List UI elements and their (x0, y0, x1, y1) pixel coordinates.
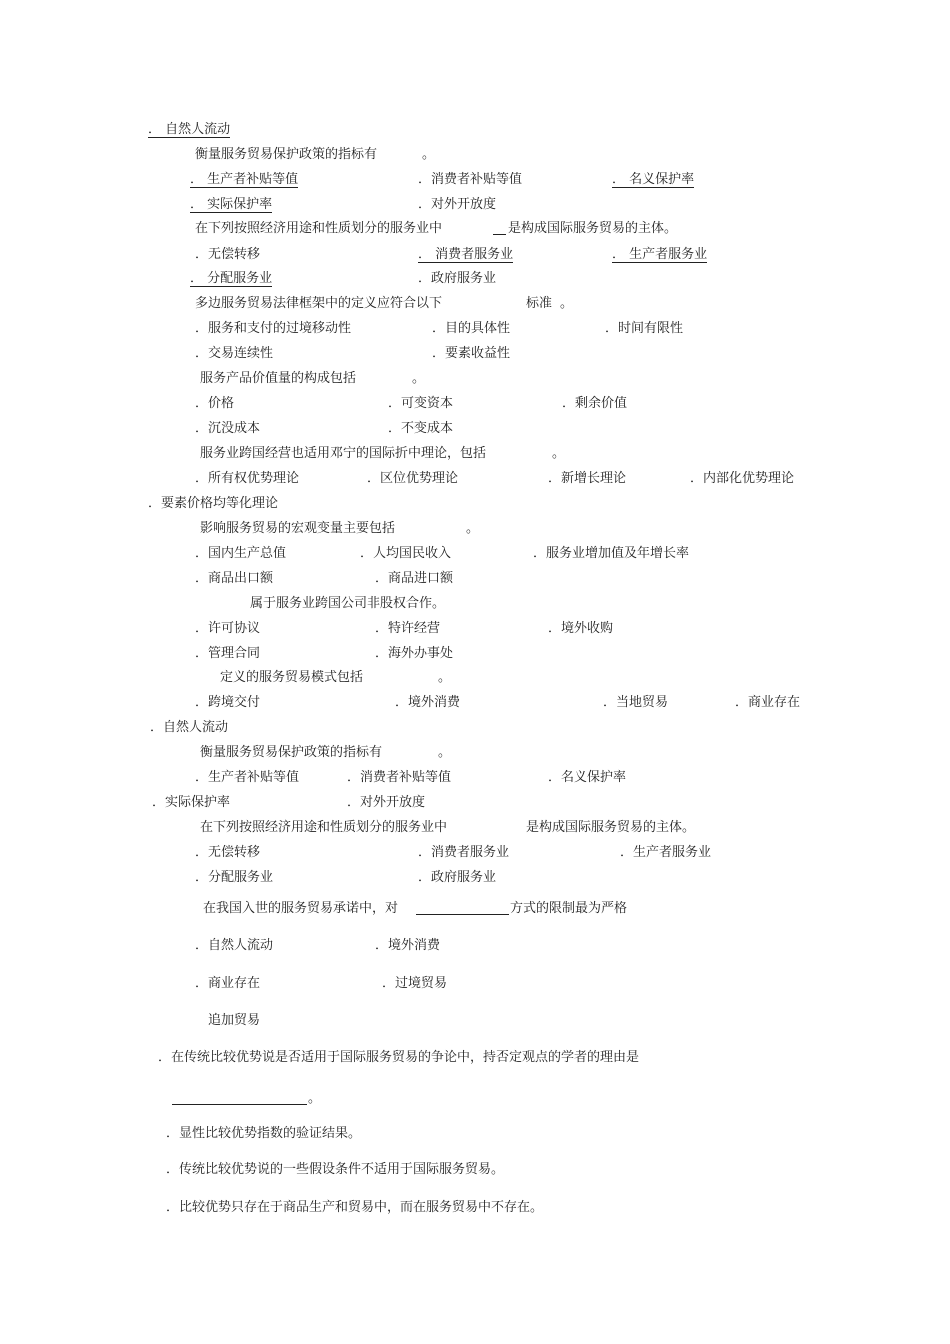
text-line: ．分配服务业 (195, 870, 274, 885)
text-line: ． 实际保护率 (190, 197, 273, 212)
text-line: ．无偿转移 (195, 247, 261, 262)
text-line: 。 (438, 745, 452, 760)
text-line: ．所有权优势理论 (195, 471, 300, 486)
text-line: ．商业存在 (195, 976, 261, 991)
text-line: ．不变成本 (388, 421, 454, 436)
text-line: ．人均国民收入 (360, 546, 452, 561)
text-line: 追加贸易 (208, 1013, 261, 1028)
text-line: ．实际保护率 (152, 795, 231, 810)
text-line: ．许可协议 (195, 621, 261, 636)
text-line: ．目的具体性 (432, 321, 511, 336)
text-line: ．时间有限性 (605, 321, 684, 336)
answer-blank (416, 903, 509, 915)
text-line: 衡量服务贸易保护政策的指标有 (195, 147, 378, 162)
text-line: 标准 (526, 296, 553, 311)
text-line: 服务业跨国经营也适用邓宁的国际折中理论，包括 (200, 446, 487, 461)
text-line: ．海外办事处 (375, 646, 454, 661)
text-line: ．商品进口额 (375, 571, 454, 586)
text-line: 定义的服务贸易模式包括 (220, 670, 364, 685)
text-line: 属于服务业跨国公司非股权合作。 (250, 596, 446, 611)
text-line: ．管理合同 (195, 646, 261, 661)
text-line: 。 (552, 446, 566, 461)
text-line: ．消费者补贴等值 (347, 770, 452, 785)
text-line: 。 (438, 670, 452, 685)
text-line: ．名义保护率 (548, 770, 627, 785)
text-line: ．内部化优势理论 (690, 471, 795, 486)
text-line: ．政府服务业 (418, 870, 497, 885)
text-line: ．对外开放度 (347, 795, 426, 810)
text-line: 衡量服务贸易保护政策的指标有 (200, 745, 383, 760)
text-line: ．生产者服务业 (620, 845, 712, 860)
text-line: ．特许经营 (375, 621, 441, 636)
text-line: ．剩余价值 (562, 396, 628, 411)
text-line: ．当地贸易 (603, 695, 669, 710)
text-line: ．无偿转移 (195, 845, 261, 860)
text-line: ．要素收益性 (432, 346, 511, 361)
text-line: ．跨境交付 (195, 695, 261, 710)
text-line: 是构成国际服务贸易的主体。 (526, 820, 696, 835)
text-line: ． 分配服务业 (190, 271, 273, 286)
text-line: 是构成国际服务贸易的主体。 (508, 221, 678, 236)
text-line: ．境外消费 (395, 695, 461, 710)
text-line: 多边服务贸易法律框架中的定义应符合以下 (195, 296, 443, 311)
text-line: ．沉没成本 (195, 421, 261, 436)
text-line: ．在传统比较优势说是否适用于国际服务贸易的争论中，持否定观点的学者的理由是 (158, 1050, 640, 1065)
text-line: 。 (560, 296, 574, 311)
text-line: ．可变资本 (388, 396, 454, 411)
text-line: 。 (466, 521, 480, 536)
text-line: ．国内生产总值 (195, 546, 287, 561)
text-line: ．对外开放度 (418, 197, 497, 212)
text-line: ．消费者服务业 (418, 845, 510, 860)
text-line: ．服务业增加值及年增长率 (533, 546, 690, 561)
text-line: 服务产品价值量的构成包括 (200, 371, 357, 386)
text-line: ．商品出口额 (195, 571, 274, 586)
text-line: ．生产者补贴等值 (195, 770, 300, 785)
text-line: ．交易连续性 (195, 346, 274, 361)
text-line: 在下列按照经济用途和性质划分的服务业中 (200, 820, 448, 835)
text-line: ．要素价格均等化理论 (148, 496, 279, 511)
text-line: ．传统比较优势说的一些假设条件不适用于国际服务贸易。 (166, 1162, 505, 1177)
text-line: ．境外收购 (548, 621, 614, 636)
text-line: 在我国入世的服务贸易承诺中，对 (203, 901, 399, 916)
text-line: ． 消费者服务业 (418, 247, 514, 262)
text-line: ． 生产者服务业 (612, 247, 708, 262)
text-line: ．境外消费 (375, 938, 441, 953)
text-line: ． 自然人流动 (148, 122, 231, 137)
text-line: ．自然人流动 (195, 938, 274, 953)
text-line: 方式的限制最为严格 (510, 901, 628, 916)
text-line: ．商业存在 (735, 695, 801, 710)
text-line: ． 名义保护率 (612, 172, 695, 187)
answer-blank (493, 223, 506, 235)
text-line: ．服务和支付的过境移动性 (195, 321, 352, 336)
text-line: ．过境贸易 (382, 976, 448, 991)
text-line: ．价格 (195, 396, 235, 411)
text-line: 。 (422, 147, 436, 162)
text-line: ． 生产者补贴等值 (190, 172, 299, 187)
text-line: ．比较优势只存在于商品生产和贸易中，而在服务贸易中不存在。 (166, 1200, 544, 1215)
answer-blank (172, 1093, 307, 1105)
text-line: ．显性比较优势指数的验证结果。 (166, 1126, 362, 1141)
text-line: ．自然人流动 (150, 720, 229, 735)
text-line: 。 (412, 371, 426, 386)
text-line: ．消费者补贴等值 (418, 172, 523, 187)
text-line: ．新增长理论 (548, 471, 627, 486)
text-line: 。 (308, 1091, 322, 1106)
text-line: 影响服务贸易的宏观变量主要包括 (200, 521, 396, 536)
text-line: ．区位优势理论 (367, 471, 459, 486)
text-line: ．政府服务业 (418, 271, 497, 286)
text-line: 在下列按照经济用途和性质划分的服务业中 (195, 221, 443, 236)
